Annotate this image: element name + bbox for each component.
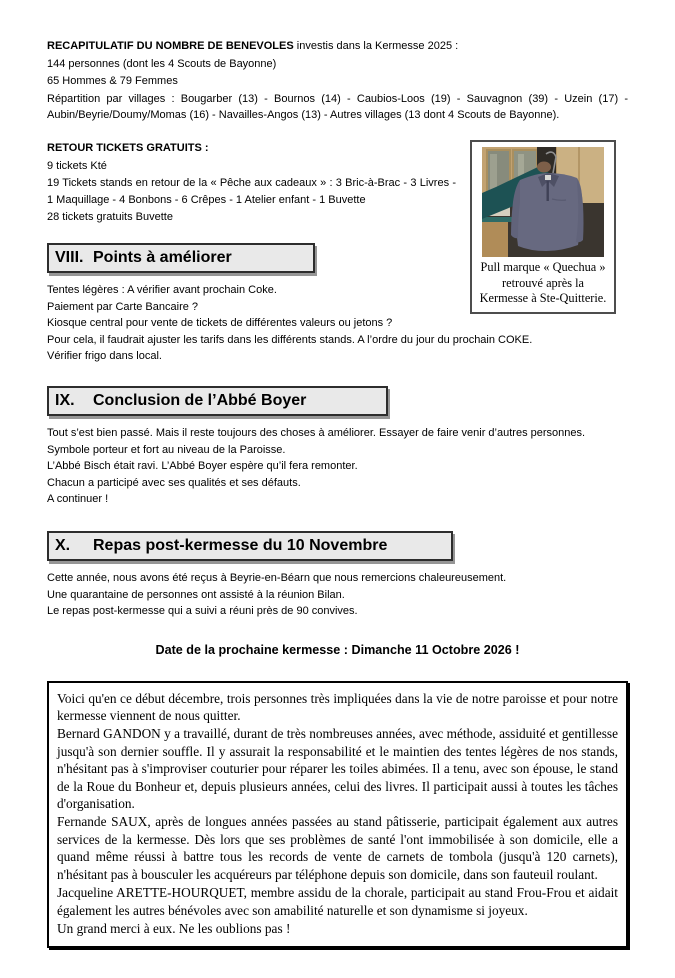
caption-line-1: Pull marque « Quechua » <box>480 259 606 274</box>
ix-line-4: Chacun a participé avec ses qualités et ses défauts. <box>47 476 301 489</box>
memorial-fernande-saux: Fernande SAUX, après de longues années passées au stand pâtisserie, participait également aux autres services de la kermesse. Dès lors que ses problèmes de santé l'ont immobilisée à son domicile, elle a quand même réussi à battre tous les records de vente de carnets de tombola (jusqu'à 120 carnets), n'hésitant pas à bousculer les acquéreurs par téléphone depuis son domicile, dans son fauteuil roulant. <box>57 814 618 882</box>
viii-line-1: Tentes légères : A vérifier avant prochain Coke. <box>47 284 277 297</box>
recap-title: RECAPITULATIF DU NOMBRE DE BENEVOLES <box>47 40 294 52</box>
memorial-intro: Voici qu'en ce début décembre, trois personnes très impliquées dans la vie de notre paroisse et pour notre kermesse viennent de nous quitter. <box>57 690 618 724</box>
viii-line-3: Kiosque central pour vente de tickets de différentes valeurs ou jetons ? <box>47 317 393 330</box>
recap-repartition: Répartition par villages : Bougarber (13) - Bournos (14) - Caubios-Loos (19) - Sauvagnon (39) - Uzein (17) - Aubin/Beyrie/Doumy/Momas (16) - Navailles-Angos (13) - Autres villages (13 dont 4 Scouts de Bayonne). <box>47 92 628 122</box>
section-viii-title: Points à améliorer <box>93 249 232 267</box>
memorial-bernard-gandon: Bernard GANDON y a travaillé, durant de très nombreuses années, avec méthode, assiduité et gentillesse jusqu'à son dernier souffle. Il y assurait la responsabilité et le maintien des tentes légères de nos stands, n'hésitant pas à s'improviser couturier pour réparer les toiles abimées. Il a tenu, avec son épouse, le stand de la Roue du Bonheur et, depuis plusieurs années, celui des livres. Il participait aussi à toutes les tâches d'organisation. <box>57 726 618 812</box>
caption-line-3: Kermesse à Ste-Quitterie. <box>479 291 607 306</box>
memorial-box <box>47 681 628 949</box>
section-viii-heading <box>47 243 315 273</box>
x-line-3: Le repas post-kermesse qui a suivi a réuni près de 90 convives. <box>47 605 358 618</box>
viii-line-2: Paiement par Carte Bancaire ? <box>47 300 199 313</box>
section-x-body <box>47 570 628 619</box>
pull-photo-caption <box>472 259 614 312</box>
x-line-2: Une quarantaine de personnes ont assisté à la réunion Bilan. <box>47 588 345 601</box>
tickets-title: RETOUR TICKETS GRATUITS : <box>47 141 209 154</box>
pull-photo <box>482 147 604 257</box>
viii-line-4: Pour cela, il faudrait ajuster les tarifs dans les différents stands. A l’ordre du jour du prochain COKE. <box>47 333 533 346</box>
ix-line-2: Symbole porteur et fort au niveau de la Paroisse. <box>47 443 286 456</box>
caption-line-2: retrouvé après la <box>502 275 584 290</box>
section-ix-body <box>47 425 628 507</box>
section-ix-title: Conclusion de l’Abbé Boyer <box>93 392 307 410</box>
memorial-jacqueline-arette-hourquet: Jacqueline ARETTE-HOURQUET, membre assidu de la chorale, participait au stand Frou-Frou et aidait également les autres bénévoles avec son amabilité naturelle et son dynamisme si joyeux. <box>57 885 618 918</box>
tickets-line-buvette: 28 tickets gratuits Buvette <box>47 210 173 223</box>
tickets-line-stands: 19 Tickets stands en retour de la « Pêche aux cadeaux » : 3 Bric-à-Brac - 3 Livres - 1 Maquillage - 4 Bonbons - 6 Crêpes - 1 Atelier enfant - 1 Buvette <box>47 177 456 206</box>
memorial-closing: Un grand merci à eux. Ne les oublions pas ! <box>57 920 291 936</box>
recap-title-tail: investis dans la Kermesse 2025 : <box>293 40 459 52</box>
section-x <box>47 531 628 619</box>
section-x-heading <box>47 531 453 561</box>
section-ix <box>47 386 628 507</box>
recap-title-line <box>47 38 628 56</box>
section-x-title: Repas post-kermesse du 10 Novembre <box>93 537 388 555</box>
x-line-1: Cette année, nous avons été reçus à Beyrie-en-Béarn que nous remercions chaleureusement. <box>47 572 507 585</box>
recap-line-persons: 144 personnes (dont les 4 Scouts de Bayonne) <box>47 57 277 70</box>
ix-line-1: Tout s’est bien passé. Mais il reste toujours des choses à améliorer. Essayer de faire venir d’autres personnes. <box>47 427 586 440</box>
recap-section <box>47 38 628 124</box>
ix-line-5: A continuer ! <box>47 493 109 505</box>
section-ix-heading <box>47 386 388 416</box>
viii-line-5: Vérifier frigo dans local. <box>47 349 162 362</box>
ix-line-3: L’Abbé Bisch était ravi. L’Abbé Boyer espère qu’il fera remonter. <box>47 460 358 473</box>
next-kermesse-date: Date de la prochaine kermesse : Dimanche 11 Octobre 2026 ! <box>155 642 520 657</box>
section-x-number: X. <box>55 537 71 555</box>
section-ix-number: IX. <box>55 392 75 410</box>
section-viii-number: VIII. <box>55 249 84 267</box>
pull-photo-figure <box>470 140 616 314</box>
recap-line-hommes-femmes: 65 Hommes & 79 Femmes <box>47 75 178 88</box>
tickets-line-kte: 9 tickets Kté <box>47 159 107 172</box>
